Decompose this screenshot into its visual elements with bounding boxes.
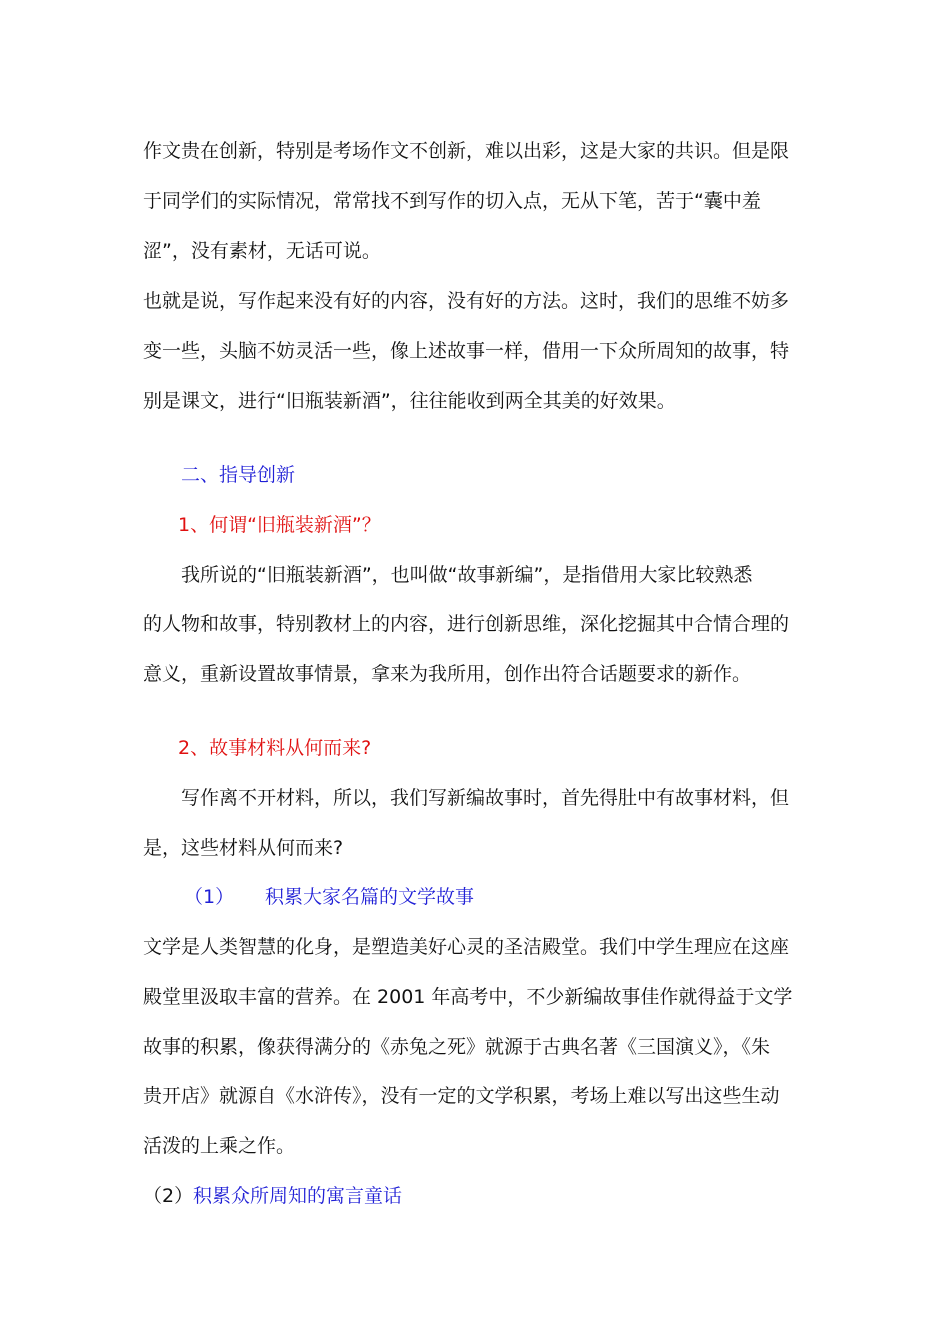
paragraph-line: 写作离不开材料，所以，我们写新编故事时，首先得肚中有故事材料，但 [181, 787, 790, 809]
paragraph-line: 殿堂里汲取丰富的营养。在 2001 年高考中，不少新编故事佳作就得益于文学 [143, 986, 793, 1008]
paragraph-line: 贵开店》就源自《水浒传》，没有一定的文学积累，考场上难以写出这些生动 [143, 1085, 780, 1107]
paragraph-line: 是，这些材料从何而来? [143, 837, 344, 859]
paragraph-line: 的人物和故事，特别教材上的内容，进行创新思维，深化挖掘其中合情合理的 [143, 613, 790, 635]
paragraph-line: 也就是说，写作起来没有好的内容，没有好的方法。这时，我们的思维不妨多 [143, 290, 790, 312]
paragraph-line: 作文贵在创新，特别是考场作文不创新，难以出彩，这是大家的共识。但是限 [143, 140, 790, 162]
paragraph-line: 故事的积累，像获得满分的《赤兔之死》就源于古典名著《三国演义》，《朱 [143, 1036, 771, 1058]
paragraph-line: 我所说的“旧瓶装新酒”，也叫做“故事新编”，是指借用大家比较熟悉 [181, 564, 753, 586]
question-heading: 2、故事材料从何而来? [178, 737, 372, 759]
paragraph-line: 意义，重新设置故事情景，拿来为我所用，创作出符合话题要求的新作。 [143, 663, 752, 685]
paragraph-line: 文学是人类智慧的化身，是塑造美好心灵的圣洁殿堂。我们中学生理应在这座 [143, 936, 790, 958]
list-item-number: （2） [143, 1185, 194, 1207]
paragraph-line: 变一些，头脑不妨灵活一些，像上述故事一样，借用一下众所周知的故事，特 [143, 340, 790, 362]
list-item-title: 积累大家名篇的文学故事 [265, 886, 475, 908]
section-heading: 二、指导创新 [181, 464, 296, 486]
list-item-title: 积累众所周知的寓言童话 [193, 1185, 403, 1207]
question-heading: 1、何谓“旧瓶装新酒”？ [178, 514, 381, 536]
paragraph-line: 别是课文，进行“旧瓶装新酒”，往往能收到两全其美的好效果。 [143, 390, 676, 412]
paragraph-line: 涩”，没有素材，无话可说。 [143, 240, 381, 262]
list-item-number: （1） [184, 886, 235, 908]
paragraph-line: 于同学们的实际情况，常常找不到写作的切入点，无从下笔，苦于“囊中羞 [143, 190, 761, 212]
paragraph-line: 活泼的上乘之作。 [143, 1135, 296, 1157]
